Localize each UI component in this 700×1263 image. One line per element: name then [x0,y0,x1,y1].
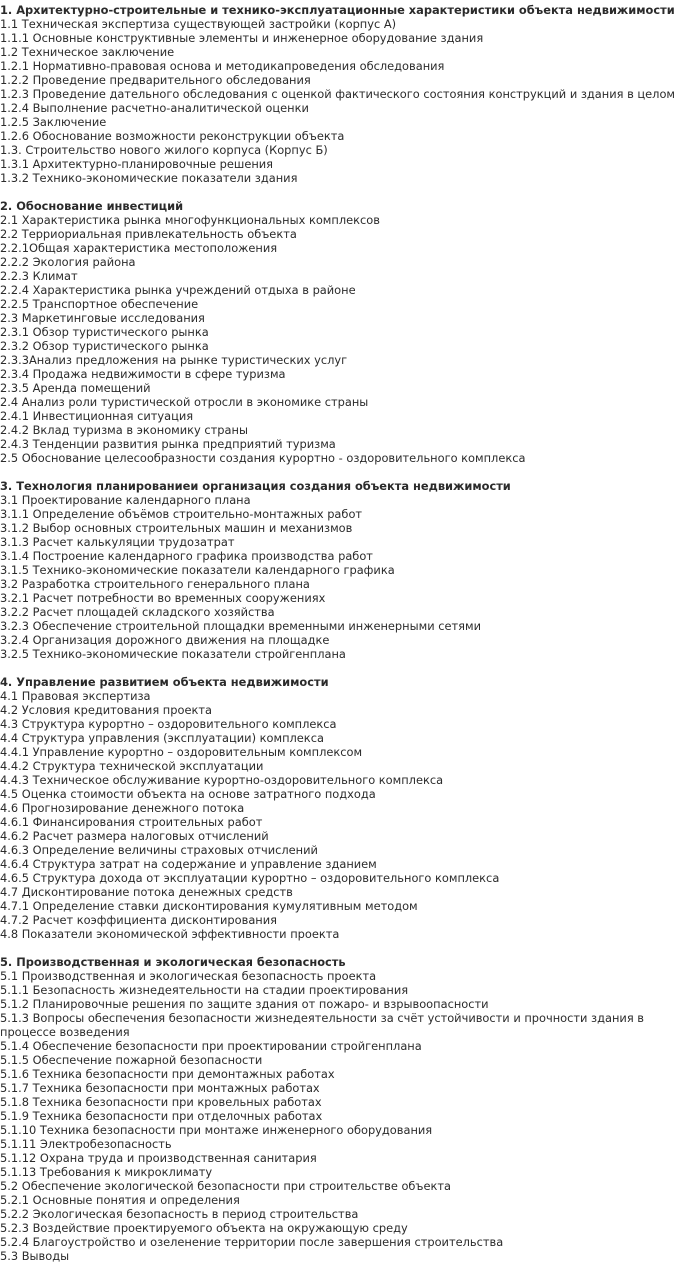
toc-item: 4.6.4 Структура затрат на содержание и управление зданием [0,857,377,871]
toc-item: 4.5 Оценка стоимости объекта на основе затратного подхода [0,787,376,801]
section-heading: 5. Производственная и экологическая безопасность [0,955,346,969]
toc-item: 2.4 Анализ роли туристической отросли в экономике страны [0,395,369,409]
toc-section [0,955,694,1263]
toc-item: 5.3 Выводы [0,1249,70,1263]
toc-item: 5.1.1 Безопасность жизнедеятельности на стадии проектирования [0,983,409,997]
toc-item: 4.6.2 Расчет размера налоговых отчислений [0,829,269,843]
toc-item: 1.2.1 Нормативно-правовая основа и методикапроведения обследования [0,59,445,73]
toc-item: 5.2.4 Благоустройство и озеленение территории после завершения строительства [0,1235,504,1249]
toc-item: 3.2.4 Организация дорожного движения на площадке [0,633,330,647]
toc-item: 3.2.3 Обеспечение строительной площадки временными инженерными сетями [0,619,481,633]
toc-item: 4.6.5 Структура дохода от эксплуатации курортно – оздоровительного комплекса [0,871,500,885]
toc-item: 4.6.1 Финансирования строительных работ [0,815,263,829]
toc-item: 4.7.1 Определение ставки дисконтирования кумулятивным методом [0,899,418,913]
toc-item: 3.2 Разработка строительного генерального плана [0,577,310,591]
toc-item: 2.4.1 Инвестиционная ситуация [0,409,194,423]
toc-item: 2.1 Характеристика рынка многофункциональных комплексов [0,213,380,227]
toc-item: 2.4.3 Тенденции развития рынка предприятий туризма [0,437,336,451]
section-heading: 4. Управление развитием объекта недвижимости [0,675,329,689]
toc-item: 2.3.3Анализ предложения на рынке туристических услуг [0,353,348,367]
toc-item: 5.1.13 Требования к микроклимату [0,1165,213,1179]
toc-item: 2.3.1 Обзор туристического рынка [0,325,209,339]
toc-item: 2.2 Терриориальная привлекательность объекта [0,227,297,241]
section-heading: 2. Обоснование инвестиций [0,199,184,213]
toc-item: 2.2.2 Экология района [0,255,136,269]
toc-section [0,199,694,465]
toc-item: 2.5 Обоснование целесообразности создания курортно - оздоровительного комплекса [0,451,526,465]
section-heading: 1. Архитектурно-строительные и технико-эксплуатационные характеристики объекта недвижимости [0,3,675,17]
toc-item: 5.1.2 Планировочные решения по защите здания от пожаро- и взрывоопасности [0,997,489,1011]
toc-item: 2.3.4 Продажа недвижимости в сфере туризма [0,367,286,381]
toc-item: 2.3 Маркетинговые исследования [0,311,205,325]
toc-item: 5.2.3 Воздействие проектируемого объекта на окружающую среду [0,1221,408,1235]
toc-item: 5.1.9 Техника безопасности при отделочных работах [0,1109,323,1123]
toc-item: 2.3.2 Обзор туристического рынка [0,339,209,353]
toc-item: 2.4.2 Вклад туризма в экономику страны [0,423,248,437]
toc-item: 5.2.2 Экологическая безопасность в период строительства [0,1207,359,1221]
toc-item: 1.3.1 Архитектурно-планировочные решения [0,157,274,171]
toc-item: 5.2 Обеспечение экологической безопасности при строительстве объекта [0,1179,451,1193]
toc-item: 5.1.8 Техника безопасности при кровельных работах [0,1095,322,1109]
toc-item: 5.1.12 Охрана труда и производственная санитария [0,1151,317,1165]
toc-section [0,675,694,941]
toc-item: 1.2 Техническое заключение [0,45,175,59]
toc-item: 4.4.3 Техническое обслуживание курортно-оздоровительного комплекса [0,773,444,787]
toc-item: 1.1 Техническая экспертиза существующей застройки (корпус А) [0,17,397,31]
toc-item: 1.2.2 Проведение предварительного обследования [0,73,311,87]
toc-item: 2.2.1Общая характеристика местоположения [0,241,278,255]
toc-item: 4.6 Прогнозирование денежного потока [0,801,245,815]
toc-item: 3.1.3 Расчет калькуляции трудозатрат [0,535,235,549]
toc-item: 4.1 Правовая экспертиза [0,689,151,703]
toc-item: 3.2.1 Расчет потребности во временных сооружениях [0,591,326,605]
toc-item: 2.2.3 Климат [0,269,78,283]
toc-item: 3.2.2 Расчет площадей складского хозяйства [0,605,275,619]
toc-item: 3.1.4 Построение календарного графика производства работ [0,549,373,563]
toc-item: 4.4 Структура управления (эксплуатации) комплекса [0,731,324,745]
toc-item: 4.4.1 Управление курортно – оздоровительным комплексом [0,745,363,759]
toc-item: 4.3 Структура курортно – оздоровительного комплекса [0,717,337,731]
toc-item: 1.2.6 Обоснование возможности реконструкции объекта [0,129,345,143]
toc-item: 5.1 Производственная и экологическая безопасность проекта [0,969,377,983]
toc-item: 5.1.6 Техника безопасности при демонтажных работах [0,1067,335,1081]
toc-section [0,479,694,661]
table-of-contents [0,3,694,1263]
toc-item: 1.3.2 Технико-экономические показатели здания [0,171,298,185]
toc-item: 3.2.5 Технико-экономические показатели стройгенплана [0,647,346,661]
toc-item: 1.2.3 Проведение дательного обследования с оценкой фактического состояния конструкций и здания в целом [0,87,676,101]
toc-item: 2.2.4 Характеристика рынка учреждений отдыха в районе [0,283,356,297]
toc-item: 4.4.2 Структура технической эксплуатации [0,759,264,773]
toc-item: 5.1.4 Обеспечение безопасности при проектировании стройгенплана [0,1039,422,1053]
toc-item: 5.1.11 Электробезопасность [0,1137,172,1151]
toc-item: 3.1.5 Технико-экономические показатели календарного графика [0,563,395,577]
toc-item: 5.1.7 Техника безопасности при монтажных работах [0,1081,320,1095]
toc-item: 4.2 Условия кредитования проекта [0,703,212,717]
toc-item: 1.3. Строительство нового жилого корпуса (Корпус Б) [0,143,328,157]
section-heading: 3. Технология планированиеи организация создания объекта недвижимости [0,479,511,493]
toc-item: 1.2.4 Выполнение расчетно-аналитической оценки [0,101,309,115]
toc-item: 4.8 Показатели экономической эффективности проекта [0,927,340,941]
toc-item: 3.1.1 Определение объёмов строительно-монтажных работ [0,507,363,521]
toc-item: 3.1 Проектирование календарного плана [0,493,251,507]
toc-item: 5.2.1 Основные понятия и определения [0,1193,240,1207]
toc-item: 2.3.5 Аренда помещений [0,381,151,395]
toc-item: 3.1.2 Выбор основных строительных машин и механизмов [0,521,353,535]
toc-item: 4.6.3 Определение величины страховых отчислений [0,843,318,857]
toc-item: 4.7.2 Расчет коэффициента дисконтирования [0,913,278,927]
toc-section [0,3,694,185]
toc-item: 5.1.3 Вопросы обеспечения безопасности жизнедеятельности за счёт устойчивости и прочности здания в процессе возведения [0,1011,645,1039]
toc-item: 2.2.5 Транспортное обеспечение [0,297,199,311]
toc-item: 1.2.5 Заключение [0,115,107,129]
toc-item: 4.7 Дисконтирование потока денежных средств [0,885,293,899]
toc-item: 5.1.10 Техника безопасности при монтаже инженерного оборудования [0,1123,433,1137]
toc-item: 1.1.1 Основные конструктивные элементы и инженерное оборудование здания [0,31,484,45]
toc-item: 5.1.5 Обеспечение пожарной безопасности [0,1053,263,1067]
